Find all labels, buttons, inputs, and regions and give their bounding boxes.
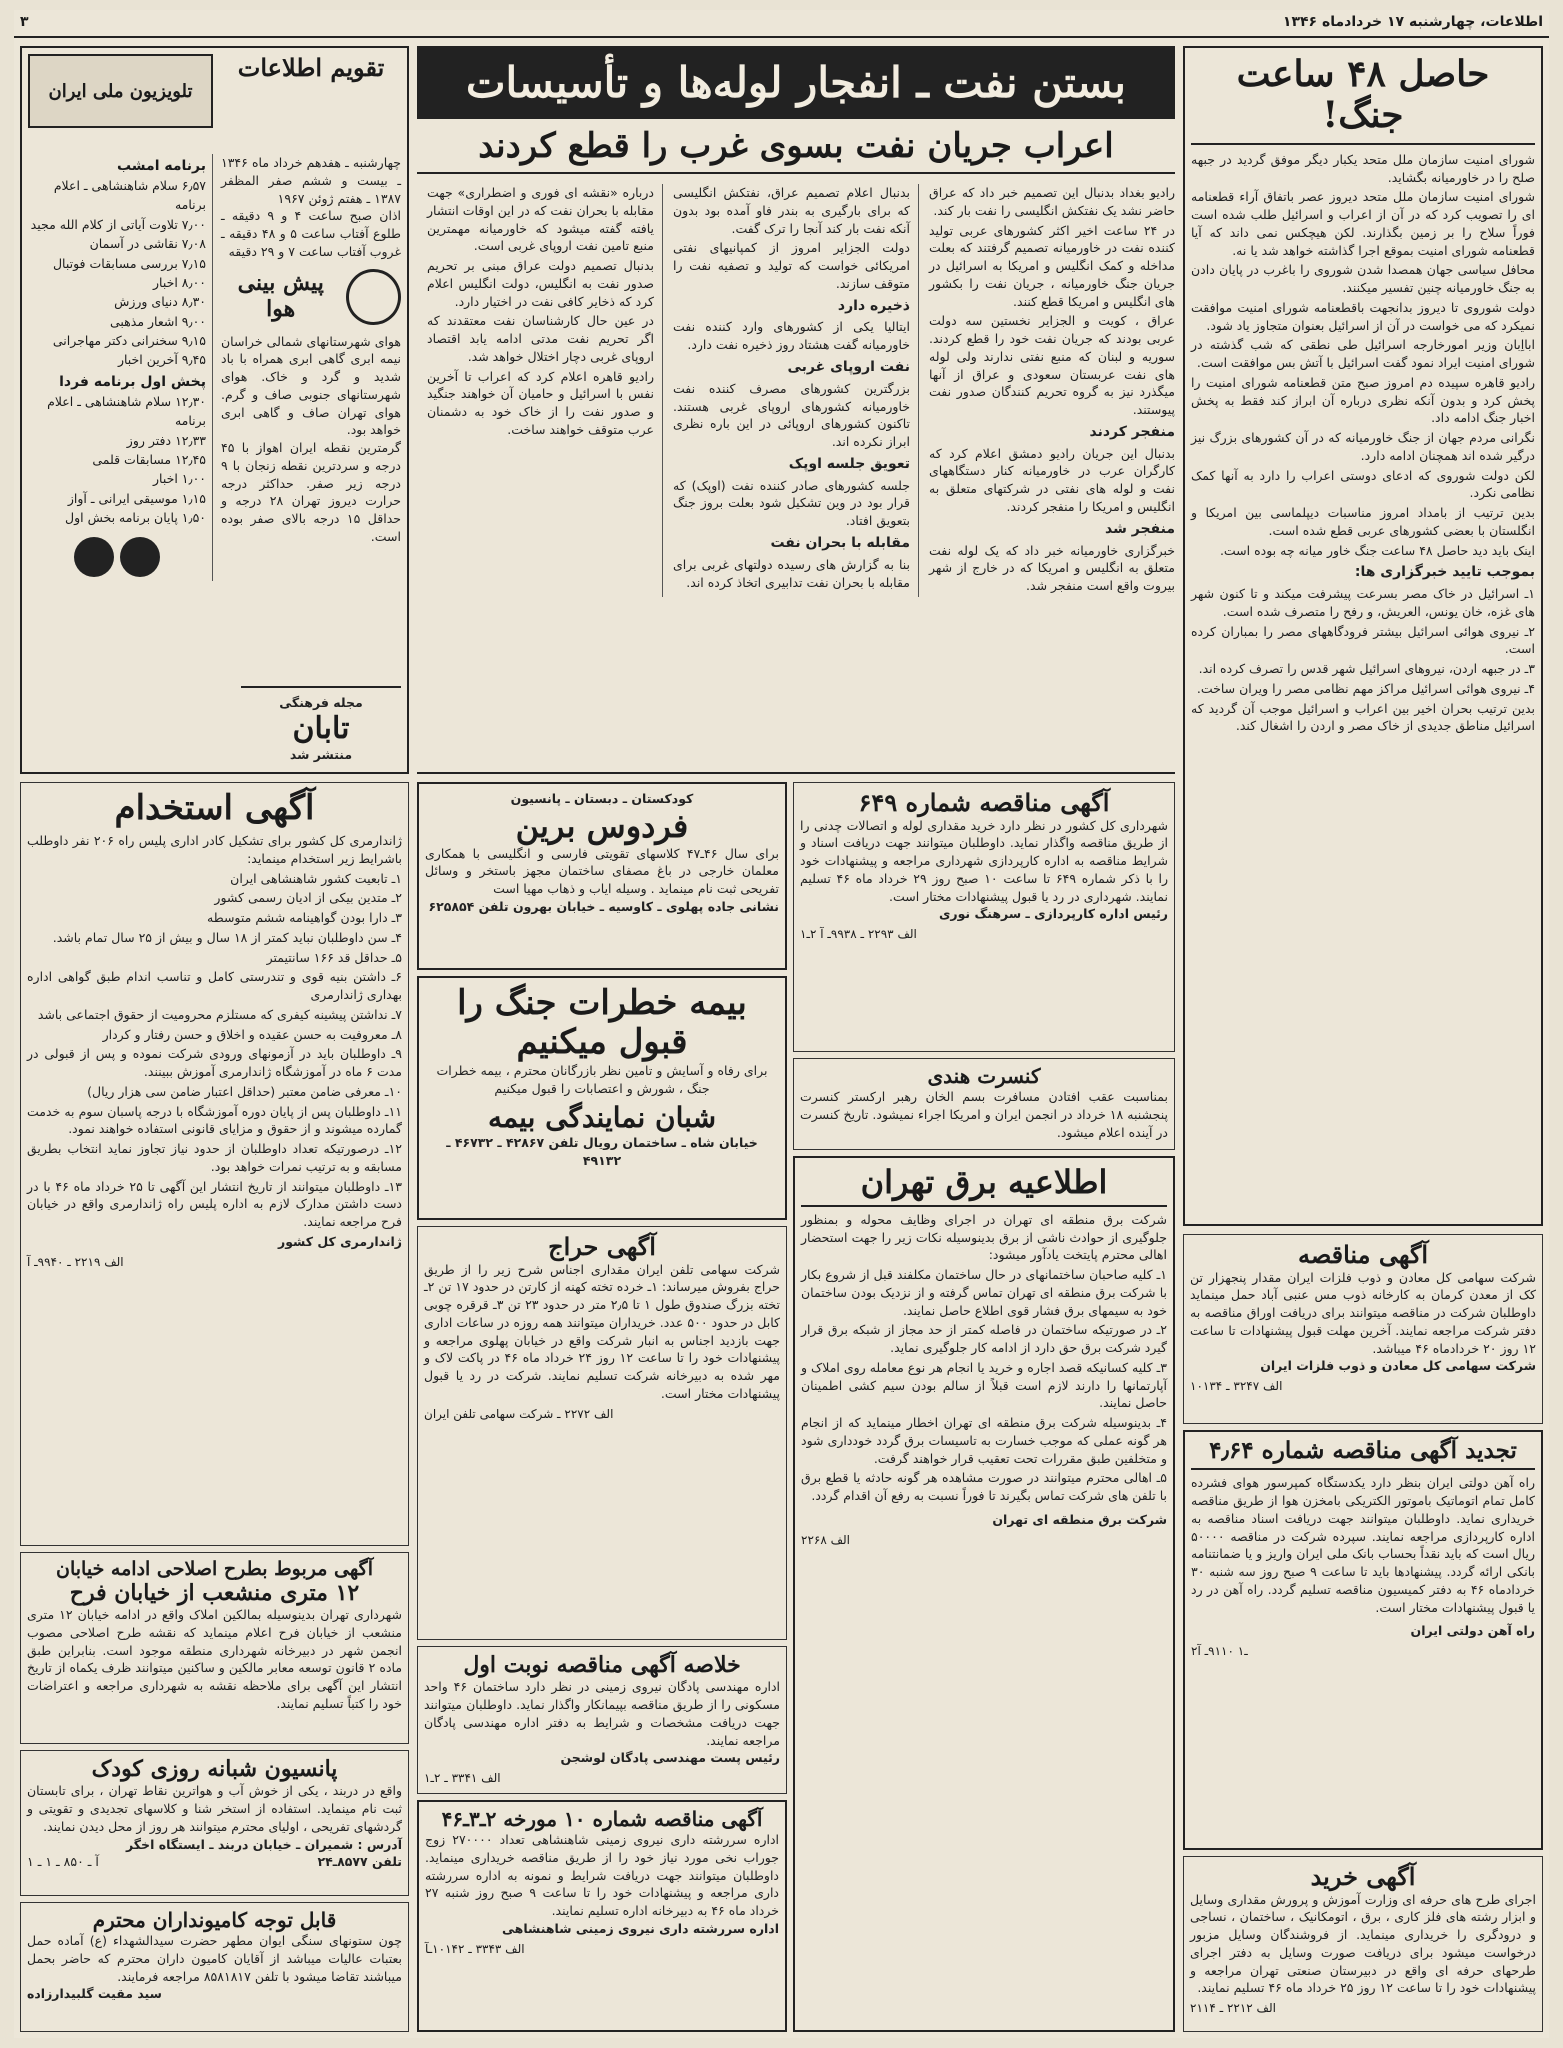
ferdows-title: فردوس برین — [515, 806, 689, 845]
article-paragraph: بدین ترتیب از بامداد امروز مناسبات دیپلماسی بین امریکا و انگلستان با بعضی کشورهای عربی قطع شده است. — [1191, 505, 1535, 538]
employment-title: آگهی استخدام — [114, 788, 315, 828]
tv-item: ۱۲٫۳۰ سلام شاهنشاهی ـ اعلام برنامه — [47, 393, 206, 429]
electric-paragraph: شرکت برق منطقه ای تهران در اجرای وظایف محوله و بمنظور جلوگیری از حوادث ناشی از برق بدینوسیله نکات زیر را جهت استحضار اهالی محترم پایتخت یادآور میشود: — [801, 1211, 1167, 1263]
kids-body: واقع در دربند ، یکی از خوش آب و هواترین نقاط تهران ، برای تابستان ثبت نام مینماید. استفاده از استخر شنا و کلاسهای تجدیدی و تقویتی و گردشهای تفریحی ، اولیای محترم میتوانند هر روز از محل دیدن نمایند. — [27, 1783, 402, 1834]
electric-notice — [793, 1156, 1175, 2032]
article-paragraph: رادیو قاهره سپیده دم امروز صبح متن قطعنامه شورای امنیت را پخش کرد و بدون آنکه نظری درباره آن ابراز کند فقط به پخش اخبار جنگ ادامه داد. — [1191, 374, 1535, 426]
calendar-details — [221, 154, 401, 581]
article-paragraph: اینک باید دید حاصل ۴۸ ساعت جنگ خاور میانه چه بوده است. — [1219, 542, 1535, 558]
article-paragraph: لکن دولت شوروی که ادعای دوستی اعراب را دارد به آنها کمک نظامی نکرد. — [1191, 467, 1535, 501]
article-paragraph: محافل سیاسی جهان همصدا شدن شوروی را باغرب در پایان دادن به جنگ خاورمیانه چنین تفسیر میکنند. — [1191, 262, 1535, 296]
tv-program — [28, 154, 213, 581]
purchase-title: آگهی خرید — [1310, 1862, 1416, 1891]
weather-temps: گرمترین نقطه ایران اهواز با ۴۵ درجه و سردترین نقطه زنجان با ۹ درجه زیر صفر. حداکثر درجه حرارت دیروز تهران ۲۸ درجه و حداقل ۱۵ درجه بالای صفر بوده است. — [221, 440, 401, 544]
calendar-date: چهارشنبه ـ هفدهم خرداد ماه ۱۳۴۶ ـ بیست و ششم صفر المظفر ۱۳۸۷ ـ هفتم ژوئن ۱۹۶۷ — [221, 155, 401, 206]
ferdows-ad — [417, 782, 787, 970]
tender-body: شهرداری کل کشور در نظر دارد خرید مقداری لوله و اتصالات چدنی را از طریق مناقصه واگذار نماید. داوطلبان میتوانند جهت دریافت اسناد و شرایط مناقصه به اداره کارپردازی شهرداری مراجعه و پیشنهادات خود را با ذکر شماره ۶۴۹ تا ساعت ۱۰ صبح روز ۲۹ خرداد ماه ۴۶ تسلیم نمایند. شهرداری در رد یا قبول پیشنهادات مختار است. — [800, 817, 1169, 904]
oil-banner: بستن نفت ـ انفجار لوله‌ها و تأسیسات — [417, 46, 1175, 119]
tender-mines-notice — [1183, 1234, 1543, 1424]
tv-item: ۸٫۰۰ اخبار — [153, 274, 206, 290]
employment-item: ۷ـ نداشتن پیشینه کیفری که مستلزم محرومیت از حقوق اجتماعی باشد — [37, 1006, 402, 1022]
tender-code: الف ۳۳۴۳ ـ ۱۰۱۴۲ـآ — [425, 1941, 525, 1956]
purchase-body: اجرای طرح های حرفه ای وزارت آموزش و پرورش مقداری وسایل و ابزار رشته های فلز کاری ، برق ، اتومکانیک ، ساختمان ، نساجی و درودگری را خریداری مینماید. از فروشندگان وسایل مزبور درخواست میشود برای دریافت صورت وسایل به دفتر اجرای طرحهای حرفه ای واقع در دبیرستان صنعتی تهران مراجعه و پیشنهادات خود را تا ساعت ۱۲ روز ۲۵ خرداد ماه ۴۶ تسلیم نمایند. — [1190, 1891, 1536, 1996]
calendar-box — [221, 54, 401, 154]
employment-item: ۲ـ متدین بیکی از ادیان رسمی کشور — [214, 890, 402, 906]
tv-item: ۸٫۳۰ دنیای ورزش — [114, 294, 206, 310]
oil-subhead: مقابله با بحران نفت — [770, 534, 910, 551]
electric-body — [801, 1211, 1167, 1505]
dot-icon — [120, 537, 160, 577]
oil-paragraph: بدنبال اعلام تصمیم عراق، نفتکش انگلیسی که برای بارگیری به بندر فاو آمده بود بدون آنکه نفت بار کند آنجا را ترک گفت. — [673, 185, 910, 236]
employment-item: ۳ـ دارا بودن گواهینامه ششم متوسطه — [207, 910, 402, 926]
tender-title: آگهی مناقصه شماره ۱۰ مورخه ۲ـ۳ـ۴۶ — [441, 1807, 763, 1831]
weather-title: پیش بینی هوا — [237, 270, 324, 322]
tender-649-notice — [793, 782, 1175, 1052]
article-subhead: بموجب تایید خبرگزاری ها: — [1354, 564, 1535, 581]
tv-item: ۱٫۰۰ اخبار — [153, 471, 206, 487]
oil-subhead: ذخیره دارد — [837, 297, 910, 314]
employment-item: ۹ـ داوطلبان باید در آزمونهای ورودی شرکت نموده و پس از قبولی در مدت ۶ ماه در آموزشگاه ژاندارمری آموزش ببینند. — [27, 1046, 402, 1080]
oil-paragraph: خبرگزاری خاورمیانه خبر داد که یک لوله نفت متعلق به انگلیس و امریکا که در خارج از شهر بیروت واقع است منفجر شد. — [929, 542, 1175, 594]
page-number: ۳ — [20, 14, 29, 30]
article-paragraph: دولت شوروی تا دیروز بدانجهت باقطعنامه شورای امنیت موافقت نمیکرد که می خواست در آن از اسرائیل بعنوان متجاوز یاد شود. — [1191, 299, 1535, 333]
tv-item: ۱٫۱۵ موسیقی ایرانی ـ آواز — [67, 490, 206, 506]
truck-body: چون ستونهای سنگی ایوان مطهر حضرت سیدالشهداء (ع) آماده حمل بعتبات عالیات میباشد از آقایان کامیون داران محترم که حاضر بحمل میباشند تقاضا میشود با تلفن ۸۵۸۱۸۱۷ مراجعه فرمایند. — [27, 1933, 402, 1984]
oil-headline: اعراب جریان نفت بسوی غرب را قطع کردند — [417, 127, 1175, 174]
employment-signature: ژاندارمری کل کشور — [278, 1233, 402, 1249]
employment-item: ۴ـ سن داوطلبان نباید کمتر از ۱۸ سال و بیش از ۲۵ سال تمام باشد. — [52, 929, 402, 945]
kids-pension-ad — [20, 1750, 409, 1896]
electric-code: الف ۲۲۶۸ — [801, 1532, 851, 1547]
employment-item: ۱۲ـ درصورتیکه تعداد داوطلبان از حدود نیاز تجاوز نماید انتخاب بطریق مسابقه و به ترتیب نمرات خواهد بود. — [27, 1141, 402, 1174]
street-body: شهرداری تهران بدینوسیله بمالکین املاک واقع در ادامه خیابان ۱۲ متری منشعب از خیابان فرح اعلام مینماید که نقشه طرح اصلاحی مصوب انجمن شهر در دبیرخانه شهرداری منطقه موجود است. بنابراین طبق ماده ۲ قانون توسعه معابر مالکین و ساکنین میتوانند ظرف یکماه از تاریخ انتشار این آگهی برای ملاحظه نقشه به شهرداری مراجعه و اعتراضات خود را کتباً تسلیم نمایند. — [27, 1607, 403, 1711]
electric-paragraph: ۳ـ کلیه کسانیکه قصد اجاره و خرید یا انجام هر نوع معامله روی املاک و آپارتمانها را دارند لازم است قبلاً از سالم بودن سیم کشی اطمینان حاصل نمایند. — [801, 1359, 1167, 1411]
electric-paragraph: ۲ـ در صورتیکه ساختمان در فاصله کمتر از حد مجاز از شبکه برق قرار گیرد شرکت برق حق دارد از ادامه کار جلوگیری نماید. — [801, 1322, 1167, 1356]
tender-code: ۲ـ۱ ۹۱۱۰ـ آ — [1191, 1644, 1248, 1659]
tender-10-notice — [417, 1800, 787, 2032]
employment-item: ۶ـ داشتن بنیه قوی و تندرستی کامل و تناسب اندام طبق گواهی اداره بهداری ژاندارمری — [27, 969, 402, 1003]
oil-paragraph: بدنبال این جریان رادیو دمشق اعلام کرد که کارگران عرب در خاورمیانه کنار دستگاههای نفت و لوله های نفتی در شرکتهای متعلق به انگلیس و امریکا را منفجر کردند. — [929, 445, 1175, 514]
kids-phone: تلفن ۸۵۷۷ـ۲۴ — [317, 1854, 402, 1870]
tender-title: تجدید آگهی مناقصه شماره ۴٫۶۴ — [1191, 1438, 1535, 1470]
ferdows-subtitle: کودکستان ـ دبستان ـ پانسیون — [510, 791, 694, 806]
employment-code: الف ۲۲۱۹ ـ ۹۹۴۰ـ آ — [27, 1254, 124, 1269]
auction-title: آگهی حراج — [548, 1232, 656, 1261]
tender-464-notice — [1183, 1430, 1543, 1850]
magazine-title: تابان — [292, 710, 350, 746]
employment-item: ۸ـ معروفیت به حسن عقیده و اخلاق و حسن رفتار و کردار — [102, 1026, 402, 1042]
oil-column-a — [929, 184, 1175, 597]
calendar-azan: اذان صبح ساعت ۴ و ۹ دقیقه ـ طلوع آفتاب ساعت ۵ و ۴۸ دقیقه ـ غروب آفتاب ساعت ۷ و ۲۹ دقیقه — [221, 208, 401, 259]
employment-item: ۱۰ـ معرفی ضامن معتبر (حداقل اعتبار ضامن سی هزار ریال) — [87, 1083, 402, 1099]
street-notice — [20, 1552, 409, 1744]
article-closing: بدین ترتیب بحران اخیر بین اعراب و اسرائیل موجب آن گردید که اسرائیل مناطق جدیدی از خاک مصر و اردن را اشغال کند. — [1191, 700, 1535, 734]
tender-code: الف ۳۲۴۷ ـ ۱۰۱۳۴ — [1190, 1379, 1283, 1394]
tender-body: شرکت سهامی کل معادن و ذوب فلزات ایران مقدار پنجهزار تن کک از معدن کرمان به کارخانه ذوب مس عنبی آباد حمل مینماید داوطلبان شرکت در مناقصه میتوانند برای دریافت اوراق مناقصه به دفتر شرکت مراجعه نمایند. آخرین مهلت قبول پیشنهادات تا ساعت ۱۲ روز ۲۰ خردادماه ۴۶ میباشد. — [1190, 1269, 1536, 1356]
tender-signature: اداره سررشته داری نیروی زمینی شاهنشاهی — [502, 1920, 779, 1936]
tender-code: الف ۲۲۹۳ ـ ۹۹۳۸ـ آ ۲ـ۱ — [800, 927, 917, 942]
tv-item: ۷٫۰۰ تلاوت آیاتی از کلام الله مجید — [30, 216, 206, 232]
employment-body — [27, 832, 402, 1231]
newspaper-page — [14, 10, 1549, 2038]
kids-code: آ ـ ۸۵۰ ـ ۱ ـ ۱ — [27, 1854, 99, 1870]
oil-paragraph: در ۲۴ ساعت اخیر اکثر کشورهای عربی تولید کننده نفت در خاورمیانه تصمیم گرفتند که بعلت مداخله و کمک انگلیس و امریکا به اسرائیل در جریان جنگ خاورمیانه ، جریان نفت را بکشور های انگلیس و امریکا قطع کنند. — [929, 222, 1175, 309]
masthead — [14, 10, 1549, 38]
auction-body: شرکت سهامی تلفن ایران مقداری اجناس شرح زیر را از طریق حراج بفروش میرساند: ۱ـ خرده تخته کهنه از کارتن در حدود ۱۷ تن ۲ـ تخته بزرگ صندوق طول ۱ تا ۲٫۵ متر در حدود ۲۳ تن ۳ـ قرقره چوبی کابل در حدود ۵۰۰ عدد. خریداران میتوانند همه روزه در ساعات اداری جهت بازدید اجناس به انبار شرکت واقع در خیابان پهلوی مراجعه و پیشنهادات خود را تا ساعت ۱۲ روز ۲۴ خرداد ماه ۴۶ در پاکت لاک و مهر شده به دبیرخانه شرکت تسلیم نمایند. شرکت در رد یا قبول پیشنهادات مختار است. — [424, 1261, 780, 1401]
truck-signature: سید مقیت گلبیدارزاده — [27, 1986, 162, 2002]
dot-icon — [74, 537, 114, 577]
sun-icon — [346, 269, 401, 325]
oil-paragraph: بدنبال تصمیم دولت عراق مبنی بر تحریم صدور نفت به انگلیس، دولت انگلیس اعلام کرد که ذخایر کافی نفت در اختیار دارد. — [427, 258, 654, 309]
oil-subhead: تعویق جلسه اوپک — [788, 455, 910, 472]
electric-paragraph: ۴ـ بدینوسیله شرکت برق منطقه ای تهران اخطار مینماید که از انجام هر گونه عملی که موجب خسارت به تاسیسات برق گردد خودداری شود و متخلفین طبق مقررات تحت تعقیب قرار خواهند گرفت. — [801, 1415, 1167, 1466]
oil-paragraph: دولت الجزایر امروز از کمپانیهای نفتی امریکائی خواست که تولید و تصفیه نفت را متوقف سازند. — [673, 240, 910, 291]
insurance-title: قبول میکنیم — [516, 1022, 688, 1063]
article-headline: حاصل ۴۸ ساعت جنگ! — [1191, 54, 1535, 145]
electric-title: اطلاعیه برق تهران — [801, 1164, 1167, 1207]
summary-tender-signature: رئیس پست مهندسی پادگان لوشجن — [560, 1750, 780, 1766]
electric-signature: شرکت برق منطقه ای تهران — [992, 1511, 1167, 1527]
tv-title: برنامه امشب — [116, 158, 206, 174]
tv-item: ۶٫۵۷ سلام شاهنشاهی ـ اعلام برنامه — [53, 178, 206, 213]
employment-notice — [20, 782, 409, 1546]
employment-item: ۱ـ تابعیت کشور شاهنشاهی ایران — [230, 870, 402, 886]
tender-title: آگهی مناقصه شماره ۶۴۹ — [858, 788, 1110, 817]
tender-body: اداره سررشته داری نیروی زمینی شاهنشاهی تعداد ۲۷۰۰۰۰ زوج جوراب نخی مورد نیاز خود را از طریق مناقصه خریداری مینماید. داوطلبان میتوانند جهت دریافت شرایط و نمونه به اداره سررشته داری مراجعه و پیشنهادات خود را تا ساعت ۹ صبح روز شنبه ۲۷ خرداد ماه ۴۶ به دبیرخانه اداره تسلیم نمایند. — [425, 1832, 779, 1918]
insurance-body: برای رفاه و آسایش و تامین نظر بازرگانان محترم ، بیمه خطرات جنگ ، شورش و اعتصابات را قبول میکنیم — [436, 1063, 768, 1096]
employment-item: ۵ـ حداقل قد ۱۶۶ سانتیمتر — [266, 949, 402, 965]
article-paragraph: شورای امنیت سازمان ملل متحد یکبار دیگر موفق گردید در جبهه صلح را در خاورمیانه بگشاید. — [1191, 151, 1535, 185]
insurance-brand: شبان نمایندگی بیمه — [487, 1100, 717, 1134]
weather-body: هوای شهرستانهای شمالی خراسان نیمه ابری گاهی ابری همراه با باد شدید و گرد و خاک. هوای شهرستانهای جنوبی صاف و گرم. هوای تهران صاف و گاهی ابری خواهد بود. — [221, 333, 401, 438]
magazine-ad — [241, 686, 401, 764]
article-point: ۳ـ در جبهه اردن، نیروهای اسرائیل شهر قدس را تصرف کرده اند. — [1198, 661, 1535, 677]
auction-code: الف ۲۲۷۲ ـ شرکت سهامی تلفن ایران — [424, 1406, 614, 1421]
summary-tender-body: اداره مهندسی پادگان نیروی زمینی در نظر دارد ساختمان ۴۶ واحد مسکونی را از طریق مناقصه بپیمانکار واگذار نماید. داوطلبان میتوانند جهت دریافت مشخصات و شرایط به دفتر اداره مهندسی پادگان مراجعه نمایند. — [424, 1679, 780, 1748]
oil-paragraph: بنا به گزارش های رسیده دولتهای غربی برای مقابله با بحران نفت تدابیری اتخاذ کرده اند. — [673, 556, 910, 590]
oil-subhead: منفجر کردند — [1089, 423, 1175, 440]
tender-signature: رئیس اداره کارپردازی ـ سرهنگ نوری — [938, 906, 1168, 922]
purchase-notice — [1183, 1856, 1543, 2032]
tv-item: ۱۲٫۳۳ دفتر روز — [126, 432, 206, 448]
electric-paragraph: ۵ـ اهالی محترم میتوانند در صورت مشاهده هر گونه حادثه یا قطع برق با تلفن های شرکت تماس بگیرند تا فوراً نسبت به رفع آن اقدام گردد. — [801, 1470, 1167, 1504]
summary-tender-title: خلاصه آگهی مناقصه نوبت اول — [463, 1652, 741, 1678]
employment-item: ژاندارمری کل کشور برای تشکیل کادر اداری پلیس راه ۲۰۶ نفر داوطلب باشرایط زیر استخدام مینماید: — [27, 833, 402, 866]
tv-logo: تلویزیون ملی ایران — [28, 54, 213, 128]
article-paragraph: شورای امنیت سازمان ملل متحد دیروز عصر باتفاق آراء قطعنامه ای را تصویب کرد که در آن از اعراب و اسرائیل طلب شده است فوراً سلاح را بر زمین بگذارند. لکن هیچکس نمی داند که آیا قطعنامه شورای امنیت بموقع اجرا گذاشته خواهد شد یا نه. — [1191, 189, 1535, 258]
daily-info-panel — [20, 46, 409, 774]
kids-title: پانسیون شبانه روزی کودک — [91, 1756, 338, 1782]
oil-paragraph: درباره «نقشه ای فوری و اضطراری» جهت مقابله با بحران نفت که در این اوقات انتشار یافته گفته میشود که خاورمیانه مهمترین منبع تامین نفت اروپای غربی است. — [427, 185, 654, 254]
truck-title: قابل توجه کامیونداران محترم — [92, 1908, 337, 1932]
tender-signature: شرکت سهامی کل معادن و ذوب فلزات ایران — [1260, 1358, 1536, 1374]
article-point: ۴ـ نیروی هوائی اسرائیل مراکز مهم نظامی مصر را ویران ساخت. — [1196, 680, 1535, 696]
insurance-title: بیمه خطرات جنگ را — [457, 983, 747, 1023]
concert-title: کنسرت هندی — [927, 1064, 1041, 1088]
kids-address: آدرس : شمیران ـ خیابان دربند ـ ایستگاه اخگر — [126, 1836, 402, 1852]
tv-item: ۷٫۰۸ نقاشی در آسمان — [89, 236, 206, 252]
tv-item: ۱۲٫۴۵ مسابقات قلمی — [92, 451, 206, 467]
ferdows-address: نشانی جاده پهلوی ـ کاوسیه ـ خیابان بهرون تلفن ۶۲۵۸۵۴ — [428, 898, 779, 914]
oil-article — [417, 46, 1175, 774]
tv-item: ۹٫۱۵ سخنرانی دکتر مهاجرانی — [52, 333, 206, 348]
insurance-address: خیابان شاه ـ ساختمان رویال تلفن ۴۲۸۶۷ ـ ۴۶۷۳۲ ـ ۴۹۱۳۲ — [446, 1134, 758, 1168]
employment-item: ۱۳ـ داوطلبان میتوانند از تاریخ انتشار این آگهی تا ۲۵ خرداد ماه ۴۶ با در دست داشتن مدارک لازم به اداره پلیس راه ژاندارمری واقع در خیابان فرح مراجعه نمایند. — [27, 1178, 402, 1230]
auction-notice — [417, 1226, 787, 1640]
tv-item: ۷٫۱۵ بررسی مسابقات فوتبال — [52, 255, 206, 271]
oil-paragraph: رادیو قاهره اعلام کرد که اعراب تا آخرین نفس با اسرائیل و حامیان آن خواهند جنگید و صدور نفت را از خاک خود به دشمنان عرب متوقف خواهند ساخت. — [427, 368, 654, 437]
oil-paragraph: رادیو بغداد بدنبال این تصمیم خبر داد که عراق حاضر نشد یک نفتکش انگلیسی را نفت بار کند. — [929, 185, 1175, 218]
article-point: ۲ـ نیروی هوائی اسرائیل بیشتر فرودگاههای مصر را بمباران کرده است. — [1191, 623, 1535, 657]
summary-tender-code: الف ۳۳۴۱ ـ ۲ـ۱ — [424, 1771, 501, 1786]
magazine-bottom: منتشر شد — [289, 747, 353, 763]
ferdows-body: برای سال ۴۶ـ۴۷ کلاسهای تقویتی فارسی و انگلیسی با همکاری معلمان خارجی در باغ مصفای ساختمان مجهز باستخر و وسائل تفریحی ثبت نام مینماید . وسیله ایاب و ذهاب مهیا است — [425, 845, 780, 897]
tv-item: ۹٫۴۵ آخرین اخبار — [117, 352, 206, 368]
tender-body: راه آهن دولتی ایران بنظر دارد یکدستگاه کمپرسور هوای فشرده کامل تمام اتوماتیک باموتور الکتریکی بامخزن هوا از طریق مناقصه خریداری نماید. داوطلبان میتوانند جهت دریافت اسناد مناقصه به اداره کارپردازی مراجعه نمایند. سپرده شرکت در مناقصه ۵۰۰۰۰ ریال است که باید نقداً بحساب بانک ملی ایران واریز و یا ضمانتنامه بانکی ارائه گردد. پیشنهادها باید تا ساعت ۹ صبح روز سه شنبه ۳۰ خردادماه ۴۶ به دفتر کمیسیون مناقصه تسلیم گردد. راه آهن در رد یا قبول پیشنهادات مختار است. — [1191, 1475, 1535, 1615]
street-title: ۱۲ متری منشعب از خیابان فرح — [69, 1579, 360, 1606]
oil-subhead: نفت اروپای غربی — [787, 358, 910, 375]
electric-paragraph: ۱ـ کلیه صاحبان ساختمانهای در حال ساختمان مکلفند قبل از شروع بکار با شرکت برق منطقه ای تهران تماس گرفته و از نزدیک بودن ساختمان خود به سیمهای برق فشار قوی اطلاع حاصل نمایند. — [801, 1267, 1167, 1318]
oil-paragraph: در عین حال کارشناسان نفت معتقدند که اگر تحریم نفت مدتی ادامه یابد اقتصاد اروپای غربی دچار اختلال خواهد شد. — [427, 313, 654, 364]
oil-paragraph: ایتالیا یکی از کشورهای وارد کننده نفت خاورمیانه گفت هشتاد روز ذخیره نفت دارد. — [673, 319, 910, 353]
magazine-top: مجله فرهنگی — [279, 695, 363, 710]
concert-notice — [793, 1058, 1175, 1150]
oil-column-b — [673, 184, 919, 597]
tv-item: ۱٫۵۰ پایان برنامه بخش اول — [65, 510, 206, 525]
oil-paragraph: بزرگترین کشورهای مصرف کننده نفت خاورمیانه کشورهای اروپای غربی هستند. تاکنون کشورهای اروپائی در این باره نظری ابراز نکرده اند. — [673, 380, 910, 450]
insurance-ad — [417, 976, 787, 1220]
oil-subhead: منفجر شد — [1105, 520, 1175, 537]
oil-column-c — [427, 184, 663, 597]
oil-paragraph: عراق ، کویت و الجزایر نخستین سه دولت عربی بودند که جریان نفت خود را قطع کردند. سوریه و لبنان که منبع نفتی ندارند ولی لوله های نفت عربستان سعودی و عراق از آنها میگذرد نیز به گروه تحریم کنندگان صدور نفت پیوستند. — [929, 313, 1175, 418]
purchase-code: الف ۲۲۱۲ ـ ۲۱۱۴ — [1190, 2001, 1276, 2016]
tender-title: آگهی مناقصه — [1297, 1240, 1429, 1269]
article-point: ۱ـ اسرائیل در خاک مصر بسرعت پیشرفت میکند و تا کنون شهر های غزه، خان یونس، العریش، و رفح را متصرف شده است. — [1191, 586, 1535, 619]
war-48-hours-article — [1183, 46, 1543, 1226]
paper-date: اطلاعات، چهارشنبه ۱۷ خردادماه ۱۳۴۶ — [1282, 14, 1543, 30]
truck-notice — [20, 1902, 409, 2032]
article-paragraph: ابااِبان وزیر امورخارجه اسرائیل طی نطقی که شب گذشته در شورای امنیت ایراد نمود گفت اسرائیل با آتش بس موافقت است. — [1191, 337, 1535, 371]
article-body — [1191, 151, 1535, 735]
street-title: آگهی مربوط بطرح اصلاحی ادامه خیابان — [56, 1558, 373, 1580]
summary-tender-notice — [417, 1646, 787, 1794]
tv-title-2: پخش اول برنامه فردا — [59, 373, 206, 390]
oil-paragraph: جلسه کشورهای صادر کننده نفت (اوپک) که قرار بود در وین تشکیل شود بعلت بروز جنگ بتعویق افتاد. — [673, 477, 910, 529]
article-paragraph: نگرانی مردم جهان از جنگ خاورمیانه که در آن کشورهای بزرگ نیز درگیر شده اند همچنان ادامه دارد. — [1191, 430, 1535, 463]
concert-body: بمناسبت عقب افتادن مسافرت بسم الخان رهبر ارکستر کنسرت پنجشنبه ۱۸ خرداد در انجمن ایران و امریکا اجراء نمیشود. تاریخ کنسرت در آینده اعلام میشود. — [800, 1089, 1168, 1140]
tv-item: ۹٫۰۰ اشعار مذهبی — [109, 313, 206, 329]
calendar-title: تقویم اطلاعات — [237, 53, 385, 82]
employment-item: ۱۱ـ داوطلبان پس از پایان دوره آموزشگاه با درجه پاسبان سوم به خدمت گمارده میشوند و از حقوق و مزایای قانونی استفاده خواهند نمود. — [27, 1103, 402, 1137]
tender-signature: راه آهن دولتی ایران — [1410, 1623, 1535, 1639]
